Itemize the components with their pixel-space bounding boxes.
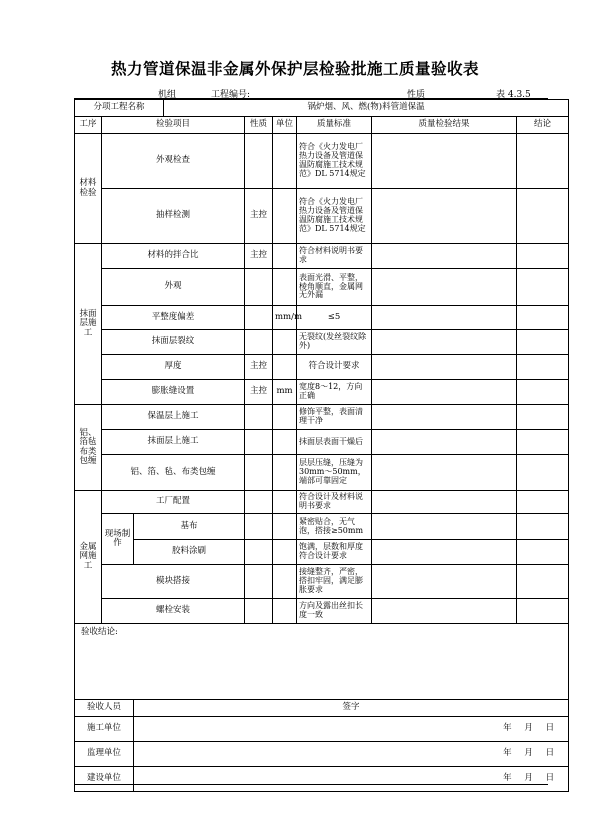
- table-row: [75, 330, 569, 355]
- unit-cell: mm: [273, 380, 297, 405]
- unit-row: [75, 742, 569, 767]
- subproject-label: 分项工程名称: [75, 100, 164, 117]
- result-cell[interactable]: [372, 244, 517, 269]
- result-cell[interactable]: [372, 306, 517, 330]
- result-cell[interactable]: [372, 455, 517, 491]
- item-label: 基布: [134, 514, 245, 540]
- col-item: 检验项目: [102, 117, 245, 134]
- item-label: 抹面层上施工: [102, 430, 245, 455]
- item-label: 平整度偏差: [102, 306, 245, 330]
- construction-unit-date[interactable]: 年 月 日: [134, 717, 569, 742]
- table-row: [75, 244, 569, 269]
- nature-cell: [245, 514, 273, 540]
- inspection-table: [74, 99, 569, 792]
- item-label: 外观: [102, 269, 245, 306]
- acceptance-conclusion-label: 验收结论:: [81, 627, 118, 637]
- conclusion-cell[interactable]: [517, 189, 569, 244]
- nature-cell: [245, 455, 273, 491]
- table-row: [75, 540, 569, 565]
- footer-rule: [74, 784, 548, 785]
- standard-cell: 饱满，层数和厚度符合设计要求: [297, 540, 372, 565]
- conclusion-cell[interactable]: [517, 405, 569, 430]
- item-label: 螺栓安装: [102, 599, 245, 624]
- nature-cell: [245, 405, 273, 430]
- item-label: 抽样检测: [102, 189, 245, 244]
- col-result: 质量检验结果: [372, 117, 517, 134]
- table-row: [75, 455, 569, 491]
- standard-cell: 接缝整齐，严密，搭扣牢固，满足膨胀要求: [297, 565, 372, 599]
- group-plaster: 抹面层施工: [75, 244, 102, 405]
- group-material: 材料检验: [75, 134, 102, 244]
- conclusion-cell[interactable]: [517, 330, 569, 355]
- conclusion-cell[interactable]: [517, 306, 569, 330]
- standard-cell: 表面光滑、平整，棱角顺直，金属网无外漏: [297, 269, 372, 306]
- col-nature: 性质: [245, 117, 273, 134]
- standard-cell: 符合《火力发电厂热力设备及管道保温防腐施工技术规范》DL 5714规定: [297, 189, 372, 244]
- item-label: 膨胀缝设置: [102, 380, 245, 405]
- item-label: 厚度: [102, 355, 245, 380]
- result-cell[interactable]: [372, 599, 517, 624]
- signature-label: 签字: [134, 700, 569, 717]
- result-cell[interactable]: [372, 514, 517, 540]
- nature-cell: 主控: [245, 380, 273, 405]
- standard-cell: 修饰平整，表面清理干净: [297, 405, 372, 430]
- result-cell[interactable]: [372, 330, 517, 355]
- group-aluminum: 铝、箔毡布类包缠: [75, 405, 102, 491]
- page-title: 热力管道保温非金属外保护层检验批施工质量验收表: [110, 60, 479, 78]
- result-cell[interactable]: [372, 355, 517, 380]
- conclusion-cell[interactable]: [517, 430, 569, 455]
- table-row: [75, 306, 569, 330]
- table-row: [75, 134, 569, 189]
- standard-cell: 紧密贴合，无气泡，搭接≥50mm: [297, 514, 372, 540]
- col-process: 工序: [75, 117, 102, 134]
- owner-unit-date[interactable]: 年 月 日: [134, 767, 569, 792]
- item-label: 抹面层裂纹: [102, 330, 245, 355]
- item-label: 模块搭接: [102, 565, 245, 599]
- result-cell[interactable]: [372, 491, 517, 514]
- item-label: 铝、箔、毡、布类包缠: [102, 455, 245, 491]
- nature-cell: 主控: [245, 189, 273, 244]
- nature-cell: [245, 330, 273, 355]
- table-row: [75, 491, 569, 514]
- unit-cell: [273, 565, 297, 599]
- standard-cell: 抹面层表面干燥后: [297, 430, 372, 455]
- standard-cell: 符合设计及材料说明书要求: [297, 491, 372, 514]
- standard-cell: 层层压缝，压缝为30mm～50mm，端部可靠固定: [297, 455, 372, 491]
- unit-cell: [273, 189, 297, 244]
- result-cell[interactable]: [372, 565, 517, 599]
- nature-cell: [245, 565, 273, 599]
- unit-cell: [273, 455, 297, 491]
- col-standard: 质量标准: [297, 117, 372, 134]
- standard-cell: 宽度8～12，方向正确: [297, 380, 372, 405]
- nature-cell: 主控: [245, 244, 273, 269]
- nature-cell: [245, 430, 273, 455]
- table-row: [75, 355, 569, 380]
- item-label: 胶料涂刷: [134, 540, 245, 565]
- unit-cell: [273, 330, 297, 355]
- unit-group-label: 机组: [158, 90, 177, 100]
- unit-cell: [273, 244, 297, 269]
- col-conclusion: 结论: [517, 117, 569, 134]
- project-no-label: 工程编号:: [211, 90, 251, 100]
- unit-row: [75, 717, 569, 742]
- subproject-row: [75, 100, 569, 117]
- supervision-unit-label: 监理单位: [75, 742, 134, 767]
- col-unit: 单位: [273, 117, 297, 134]
- nature-cell: 主控: [245, 355, 273, 380]
- nature-cell: [245, 599, 273, 624]
- item-label: 外观检查: [102, 134, 245, 189]
- conclusion-cell[interactable]: [517, 491, 569, 514]
- conclusion-cell[interactable]: [517, 244, 569, 269]
- acceptance-conclusion[interactable]: [75, 624, 569, 700]
- personnel-row: [75, 700, 569, 717]
- standard-cell: 符合《火力发电厂热力设备及管道保温防腐施工技术规范》DL 5714规定: [297, 134, 372, 189]
- result-cell[interactable]: [372, 380, 517, 405]
- group-metal: 金属网施工: [75, 491, 102, 624]
- standard-cell: ≤5: [297, 306, 372, 330]
- table-row: [75, 269, 569, 306]
- personnel-label: 验收人员: [75, 700, 134, 717]
- nature-cell: [245, 269, 273, 306]
- column-header-row: [75, 117, 569, 134]
- unit-cell: [273, 134, 297, 189]
- unit-row: [75, 767, 569, 792]
- conclusion-cell[interactable]: [517, 514, 569, 540]
- group-field-fab: 现场制作: [102, 514, 134, 565]
- unit-cell: [273, 599, 297, 624]
- nature-cell: [245, 134, 273, 189]
- conclusion-row: [75, 624, 569, 700]
- nature-cell: [245, 491, 273, 514]
- table-row: [75, 514, 569, 540]
- conclusion-cell[interactable]: [517, 455, 569, 491]
- result-cell[interactable]: [372, 189, 517, 244]
- unit-cell: [273, 430, 297, 455]
- result-cell[interactable]: [372, 405, 517, 430]
- conclusion-cell[interactable]: [517, 565, 569, 599]
- conclusion-cell[interactable]: [517, 540, 569, 565]
- result-cell[interactable]: [372, 134, 517, 189]
- table-row: [75, 565, 569, 599]
- table-row: [75, 430, 569, 455]
- table-row: [75, 599, 569, 624]
- unit-cell: [273, 405, 297, 430]
- conclusion-cell[interactable]: [517, 134, 569, 189]
- item-label: 保温层上施工: [102, 405, 245, 430]
- conclusion-cell[interactable]: [517, 380, 569, 405]
- unit-cell: mm/m: [273, 306, 297, 330]
- owner-unit-label: 建设单位: [75, 767, 134, 792]
- nature-label: 性质: [407, 90, 426, 100]
- standard-cell: 无裂纹(发丝裂纹除外): [297, 330, 372, 355]
- item-label: 材料的拌合比: [102, 244, 245, 269]
- subproject-value: 锅炉烟、风、燃(物)料管道保温: [164, 100, 569, 117]
- standard-cell: 符合材料说明书要求: [297, 244, 372, 269]
- unit-cell: [273, 491, 297, 514]
- result-cell[interactable]: [372, 430, 517, 455]
- standard-cell: 符合设计要求: [297, 355, 372, 380]
- item-label: 工厂配置: [102, 491, 245, 514]
- conclusion-cell[interactable]: [517, 269, 569, 306]
- table-number: 表 4.3.5: [496, 90, 531, 100]
- result-cell[interactable]: [372, 269, 517, 306]
- unit-cell: [273, 540, 297, 565]
- supervision-unit-date[interactable]: 年 月 日: [134, 742, 569, 767]
- nature-cell: [245, 540, 273, 565]
- unit-cell: [273, 269, 297, 306]
- nature-cell: [245, 306, 273, 330]
- unit-cell: [273, 355, 297, 380]
- table-row: [75, 405, 569, 430]
- table-row: [75, 380, 569, 405]
- conclusion-cell[interactable]: [517, 599, 569, 624]
- unit-cell: [273, 514, 297, 540]
- result-cell[interactable]: [372, 540, 517, 565]
- table-row: [75, 189, 569, 244]
- construction-unit-label: 施工单位: [75, 717, 134, 742]
- conclusion-cell[interactable]: [517, 355, 569, 380]
- standard-cell: 方向及露出丝扣长度一致: [297, 599, 372, 624]
